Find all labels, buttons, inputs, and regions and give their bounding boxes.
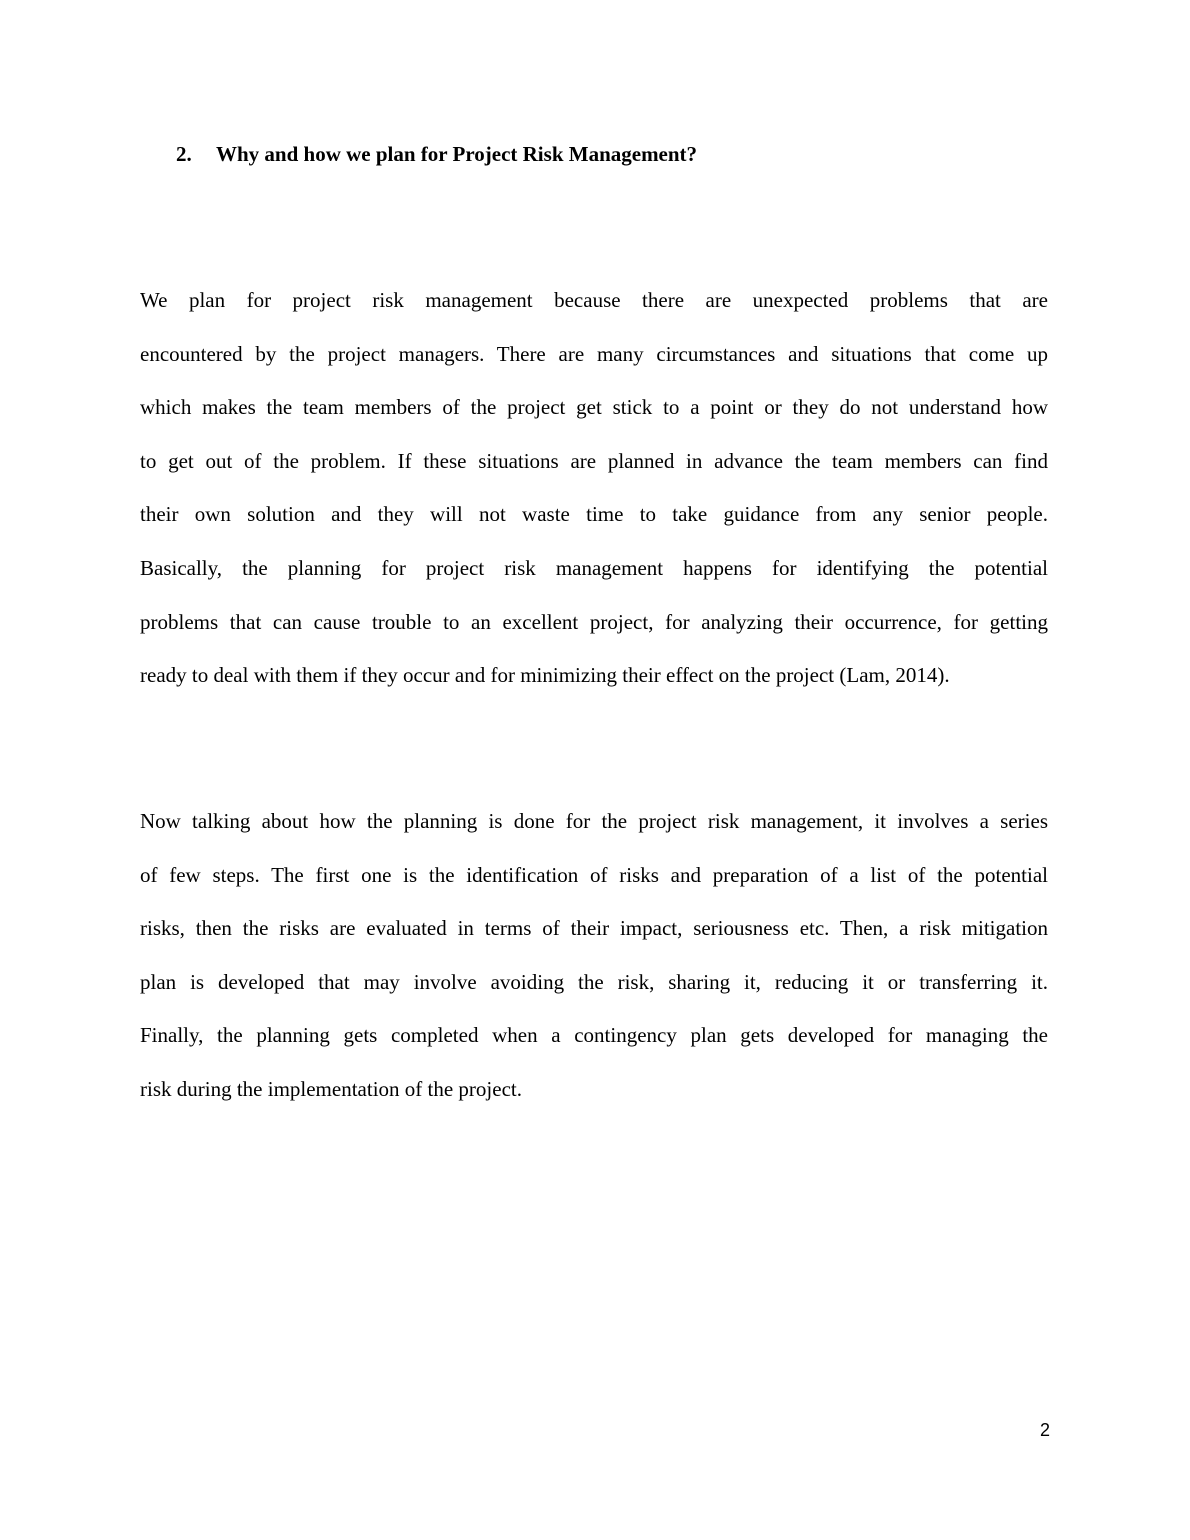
paragraph-line: Basically, the planning for project risk management happens for identifying the potential <box>140 555 1048 580</box>
section-number: 2. <box>176 142 192 166</box>
paragraph-line: ready to deal with them if they occur and for minimizing their effect on the project (Lam, 2014). <box>140 663 950 688</box>
paragraph-line: risk during the implementation of the project. <box>140 1076 522 1101</box>
page-number: 2 <box>1039 1420 1050 1440</box>
paragraph-line: encountered by the project managers. There are many circumstances and situations that come up <box>140 341 1048 366</box>
paragraph-line: their own solution and they will not waste time to take guidance from any senior people. <box>140 502 1048 527</box>
paragraph-how <box>140 795 1048 1117</box>
paragraph-line: We plan for project risk management because there are unexpected problems that are <box>140 288 1048 312</box>
paragraph-line: Now talking about how the planning is done for the project risk management, it involves a series <box>140 809 1048 833</box>
paragraph-line: which makes the team members of the project get stick to a point or they do not understand how <box>140 395 1048 420</box>
paragraph-line: plan is developed that may involve avoiding the risk, sharing it, reducing it or transferring it. <box>140 969 1048 994</box>
paragraph-line: to get out of the problem. If these situations are planned in advance the team members can find <box>140 448 1048 473</box>
paragraph-line: of few steps. The first one is the identification of risks and preparation of a list of the potential <box>140 862 1048 887</box>
paragraph-line: problems that can cause trouble to an excellent project, for analyzing their occurrence, for getting <box>140 609 1048 634</box>
paragraph-why <box>140 274 1048 703</box>
section-title: Why and how we plan for Project Risk Management? <box>216 142 698 166</box>
paragraph-line: risks, then the risks are evaluated in terms of their impact, seriousness etc. Then, a risk mitigation <box>140 916 1048 941</box>
section-heading <box>176 140 697 168</box>
paragraph-line: Finally, the planning gets completed when a contingency plan gets developed for managing the <box>140 1023 1048 1048</box>
